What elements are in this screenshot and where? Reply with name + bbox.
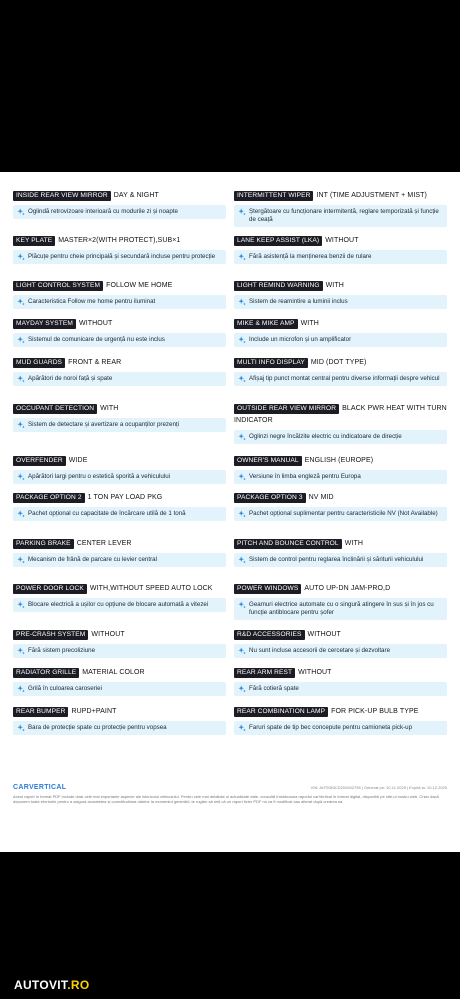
spec-label: REAR COMBINATION LAMP bbox=[234, 707, 328, 717]
sparkle-icon bbox=[238, 510, 246, 518]
spec-label: MULTI INFO DISPLAY bbox=[234, 358, 308, 368]
spec-value: MATERIAL COLOR bbox=[82, 669, 145, 676]
spec-value: WITHOUT bbox=[298, 669, 332, 676]
spec-description-text: Sistem de detectare și avertizare a ocupanților prezenți bbox=[28, 421, 179, 428]
sparkle-icon bbox=[238, 336, 246, 344]
spec-label: POWER WINDOWS bbox=[234, 584, 301, 594]
spec-description bbox=[234, 682, 447, 696]
spec-label: OWNER'S MANUAL bbox=[234, 456, 302, 466]
spec-item bbox=[234, 583, 447, 620]
sparkle-icon bbox=[17, 647, 25, 655]
spec-value: WITH,WITHOUT SPEED AUTO LOCK bbox=[89, 585, 213, 592]
spec-value: WITHOUT bbox=[325, 237, 359, 244]
spec-item bbox=[13, 538, 226, 567]
spec-value: WITH bbox=[100, 405, 119, 412]
spec-description bbox=[234, 598, 447, 620]
spec-description-text: Fără sistem precoliziune bbox=[28, 647, 96, 654]
spec-header bbox=[13, 190, 226, 202]
sparkle-icon bbox=[238, 556, 246, 564]
spec-description-text: Caracteristica Follow me home pentru iluminat bbox=[28, 298, 156, 305]
spec-value: WITH bbox=[344, 540, 363, 547]
spec-description bbox=[234, 507, 447, 521]
spec-description-text: Sistem de control pentru reglarea înclinării și săriturii vehiculului bbox=[249, 556, 424, 563]
spec-value: FOR PICK-UP BULB TYPE bbox=[331, 708, 419, 715]
spec-header bbox=[13, 357, 226, 369]
spec-label: OVERFENDER bbox=[13, 456, 66, 466]
sparkle-icon bbox=[238, 685, 246, 693]
spec-header bbox=[13, 455, 226, 467]
spec-description bbox=[13, 333, 226, 347]
spec-header bbox=[13, 667, 226, 679]
spec-description-text: Sistemul de comunicare de urgență nu este inclus bbox=[28, 336, 165, 343]
spec-header bbox=[234, 706, 447, 718]
spec-value: AUTO UP-DN JAM-PRO,D bbox=[304, 585, 391, 592]
spec-header bbox=[234, 492, 447, 504]
spec-item bbox=[234, 318, 447, 347]
spec-header bbox=[13, 629, 226, 641]
spec-header bbox=[13, 318, 226, 330]
spec-item bbox=[13, 583, 226, 612]
spec-header bbox=[234, 403, 447, 427]
spec-description bbox=[13, 507, 226, 521]
spec-value: WITH bbox=[300, 320, 319, 327]
spec-item bbox=[13, 235, 226, 264]
spec-value: WIDE bbox=[68, 457, 88, 464]
spec-header bbox=[13, 492, 226, 504]
sparkle-icon bbox=[238, 298, 246, 306]
spec-value: MASTER×2(WITH PROTECT),SUB×1 bbox=[58, 237, 181, 244]
sparkle-icon bbox=[17, 375, 25, 383]
sparkle-icon bbox=[17, 685, 25, 693]
spec-label: INSIDE REAR VIEW MIRROR bbox=[13, 191, 111, 201]
spec-description bbox=[234, 644, 447, 658]
spec-value: DAY & NIGHT bbox=[113, 192, 159, 199]
spec-header bbox=[234, 629, 447, 641]
spec-label: MUD GUARDS bbox=[13, 358, 65, 368]
spec-header bbox=[234, 667, 447, 679]
sparkle-icon bbox=[17, 473, 25, 481]
spec-label: OCCUPANT DETECTION bbox=[13, 404, 97, 414]
spec-header bbox=[234, 455, 447, 467]
spec-item bbox=[234, 403, 447, 444]
spec-value: WITHOUT bbox=[91, 631, 125, 638]
spec-description bbox=[234, 372, 447, 386]
spec-item bbox=[234, 357, 447, 386]
sparkle-icon bbox=[238, 375, 246, 383]
spec-header bbox=[234, 280, 447, 292]
spec-item bbox=[13, 318, 226, 347]
spec-item bbox=[234, 538, 447, 567]
sparkle-icon bbox=[238, 208, 246, 216]
spec-value: INT (TIME ADJUSTMENT + MIST) bbox=[316, 192, 427, 199]
spec-description bbox=[13, 418, 226, 432]
spec-description bbox=[13, 250, 226, 264]
spec-description-text: Fără cotieră spate bbox=[249, 685, 299, 692]
spec-description-text: Nu sunt incluse accesorii de cercetare și dezvoltare bbox=[249, 647, 391, 654]
report-meta: VIN: AHTKB3CD202602755 | Generat pe: 10.11.2025 | Expiră la: 10.12.2025 bbox=[310, 785, 447, 790]
spec-label: LIGHT CONTROL SYSTEM bbox=[13, 281, 103, 291]
spec-item bbox=[234, 667, 447, 696]
spec-description-text: Fără asistență la menținerea benzii de rulare bbox=[249, 253, 372, 260]
spec-item bbox=[13, 403, 226, 432]
spec-label: PITCH AND BOUNCE CONTROL bbox=[234, 539, 342, 549]
spec-header bbox=[13, 583, 226, 595]
spec-description bbox=[234, 295, 447, 309]
spec-label: OUTSIDE REAR VIEW MIRROR bbox=[234, 404, 339, 414]
sparkle-icon bbox=[17, 601, 25, 609]
sparkle-icon bbox=[17, 208, 25, 216]
sparkle-icon bbox=[238, 473, 246, 481]
spec-label: POWER DOOR LOCK bbox=[13, 584, 87, 594]
spec-description-text: Grilă în culoarea caroseriei bbox=[28, 685, 102, 692]
spec-item bbox=[234, 280, 447, 309]
spec-description bbox=[13, 372, 226, 386]
spec-description-text: Blocare electrică a ușilor cu opțiune de blocare automată a vitezei bbox=[28, 601, 209, 608]
spec-item bbox=[13, 706, 226, 735]
spec-description bbox=[13, 295, 226, 309]
spec-description bbox=[234, 553, 447, 567]
spec-item bbox=[234, 235, 447, 264]
sparkle-icon bbox=[17, 724, 25, 732]
spec-item bbox=[234, 492, 447, 521]
spec-description bbox=[13, 644, 226, 658]
spec-description-text: Versiune în limba engleză pentru Europa bbox=[249, 473, 361, 480]
spec-item bbox=[13, 455, 226, 484]
sparkle-icon bbox=[17, 556, 25, 564]
spec-value: FRONT & REAR bbox=[68, 359, 122, 366]
sparkle-icon bbox=[238, 724, 246, 732]
spec-header bbox=[234, 357, 447, 369]
spec-description-text: Apărători de noroi față și spate bbox=[28, 375, 113, 382]
spec-label: KEY PLATE bbox=[13, 236, 55, 246]
spec-value: 1 TON PAY LOAD PKG bbox=[87, 494, 163, 501]
spec-description-text: Faruri spate de tip bec concepute pentru camioneta pick-up bbox=[249, 724, 413, 731]
spec-label: R&D ACCESSORIES bbox=[234, 630, 305, 640]
spec-description bbox=[234, 470, 447, 484]
spec-value: MID (DOT TYPE) bbox=[310, 359, 367, 366]
spec-item bbox=[234, 455, 447, 484]
autovit-watermark: AUTOVIT.RO bbox=[14, 978, 90, 992]
spec-description bbox=[234, 250, 447, 264]
spec-header bbox=[13, 403, 226, 415]
spec-description bbox=[13, 205, 226, 219]
spec-header bbox=[234, 583, 447, 595]
spec-label: INTERMITTENT WIPER bbox=[234, 191, 313, 201]
spec-label: PACKAGE OPTION 3 bbox=[234, 493, 306, 503]
spec-description-text: Oglinzi negre încălzite electric cu indicatoare de direcție bbox=[249, 433, 402, 440]
sparkle-icon bbox=[238, 253, 246, 261]
spec-label: REAR ARM REST bbox=[234, 668, 295, 678]
spec-value: NV MID bbox=[308, 494, 334, 501]
spec-description-text: Afișaj tip punct montat central pentru diverse informații despre vehicul bbox=[249, 375, 440, 382]
spec-description bbox=[13, 721, 226, 735]
spec-value: ENGLISH (EUROPE) bbox=[304, 457, 374, 464]
sparkle-icon bbox=[17, 510, 25, 518]
spec-label: RADIATOR GRILLE bbox=[13, 668, 79, 678]
spec-label: PARKING BRAKE bbox=[13, 539, 74, 549]
spec-label: PACKAGE OPTION 2 bbox=[13, 493, 85, 503]
spec-description-text: Pachet opțional suplimentar pentru caracteristicile NV (Not Available) bbox=[249, 510, 438, 517]
spec-item bbox=[13, 357, 226, 386]
sparkle-icon bbox=[238, 601, 246, 609]
spec-value: BLACK PWR HEAT WITH TURN INDICATOR bbox=[234, 405, 447, 424]
spec-item bbox=[13, 667, 226, 696]
spec-description-text: Include un microfon și un amplificator bbox=[249, 336, 352, 343]
spec-description bbox=[234, 721, 447, 735]
disclaimer-text: Acest raport în format PDF include doar cele mai importante aspecte ale istoricului vehiculului. Pentru cele mai detaliate și actualizate date, consultă întotdeauna raportul carVertical în format digital, disponibil pe site-ul nostru web. Chiar dacă depunem toate eforturile pentru a asigura acuratețea și corectitudinea datelor la momentul generării, te rugăm să reții că un raport fizier PDF nu va fi modificat sau alterat după crearea sa. bbox=[13, 794, 439, 804]
spec-label: MIKE & MIKE AMP bbox=[234, 319, 298, 329]
carvertical-logo: CARVERTICAL bbox=[13, 784, 67, 791]
spec-value: CENTER LEVER bbox=[76, 540, 132, 547]
sparkle-icon bbox=[17, 298, 25, 306]
sparkle-icon bbox=[17, 421, 25, 429]
spec-description bbox=[13, 470, 226, 484]
spec-description-text: Bara de protecție spate cu protecție pentru vopsea bbox=[28, 724, 167, 731]
spec-description bbox=[234, 333, 447, 347]
spec-description-text: Pachet opțional cu capacitate de încărcare utilă de 1 tonă bbox=[28, 510, 186, 517]
spec-description-text: Sistem de reamintire a luminii inclus bbox=[249, 298, 348, 305]
spec-item bbox=[13, 492, 226, 521]
spec-item bbox=[13, 280, 226, 309]
spec-description bbox=[13, 598, 226, 612]
spec-description bbox=[13, 553, 226, 567]
spec-value: WITHOUT bbox=[307, 631, 341, 638]
spec-description-text: Mecanism de frână de parcare cu levier central bbox=[28, 556, 157, 563]
sparkle-icon bbox=[17, 253, 25, 261]
spec-description-text: Ștergătoare cu funcționare intermitentă, reglare temporizată și funcție de ceață bbox=[249, 208, 439, 223]
sparkle-icon bbox=[17, 336, 25, 344]
spec-value: RUPD+PAINT bbox=[71, 708, 117, 715]
spec-item bbox=[13, 190, 226, 219]
spec-header bbox=[13, 706, 226, 718]
sparkle-icon bbox=[238, 647, 246, 655]
spec-header bbox=[13, 235, 226, 247]
spec-description-text: Plăcuțe pentru cheie principală și secundară incluse pentru protecție bbox=[28, 253, 216, 260]
spec-description-text: Geamuri electrice automate cu o singură atingere în sus și în jos cu funcție antiblocare pentru șofer bbox=[249, 601, 434, 616]
spec-description-text: Apărători largi pentru o estetică sporită a vehiculului bbox=[28, 473, 171, 480]
spec-label: LIGHT REMIND WARNING bbox=[234, 281, 323, 291]
spec-header bbox=[13, 538, 226, 550]
spec-description bbox=[234, 205, 447, 227]
report-footer bbox=[13, 784, 447, 804]
spec-value: FOLLOW ME HOME bbox=[106, 282, 173, 289]
spec-label: LANE KEEP ASSIST (LKA) bbox=[234, 236, 322, 246]
spec-value: WITHOUT bbox=[79, 320, 113, 327]
spec-label: PRE-CRASH SYSTEM bbox=[13, 630, 88, 640]
spec-header bbox=[234, 538, 447, 550]
spec-label: REAR BUMPER bbox=[13, 707, 68, 717]
spec-item bbox=[234, 190, 447, 227]
spec-description bbox=[13, 682, 226, 696]
spec-header bbox=[234, 235, 447, 247]
report-page bbox=[0, 172, 460, 852]
spec-item bbox=[234, 629, 447, 658]
spec-item bbox=[13, 629, 226, 658]
spec-value: WITH bbox=[325, 282, 344, 289]
spec-item bbox=[234, 706, 447, 735]
spec-header bbox=[234, 318, 447, 330]
spec-description-text: Oglindă retrovizoare interioară cu modurile zi și noapte bbox=[28, 208, 178, 215]
spec-description bbox=[234, 430, 447, 444]
spec-header bbox=[13, 280, 226, 292]
spec-label: MAYDAY SYSTEM bbox=[13, 319, 76, 329]
spec-header bbox=[234, 190, 447, 202]
sparkle-icon bbox=[238, 433, 246, 441]
